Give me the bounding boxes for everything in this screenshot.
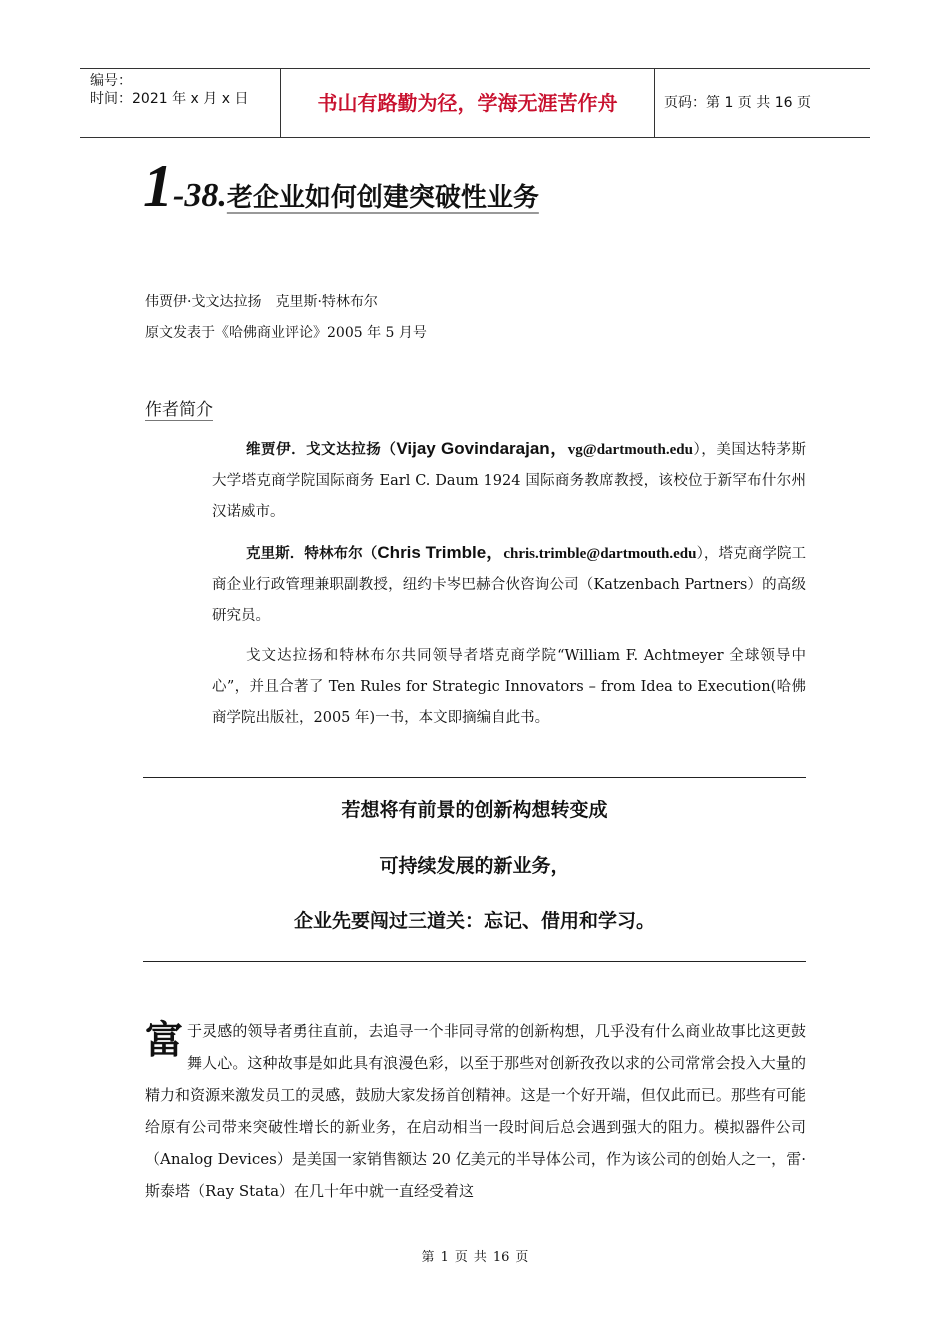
page-header <box>80 68 870 138</box>
body-text <box>145 1015 806 1207</box>
pullquote-line-3: 企业先要闯过三道关：忘记、借用和学习。 <box>293 910 655 932</box>
title-text: 老企业如何创建突破性业务 <box>226 183 539 213</box>
author-1-name: 维贾伊．戈文达拉扬（ <box>246 441 397 458</box>
dropcap: 富 <box>145 1017 184 1062</box>
footer-gong: 共 <box>473 1250 487 1265</box>
title-prefix-big: 1 <box>143 153 173 219</box>
footer-page-number: 1 <box>440 1250 449 1265</box>
title-prefix-number: -38. <box>173 177 227 214</box>
author-2-name: 克里斯．特林布尔（ <box>246 545 378 562</box>
footer-ye: 页 <box>454 1250 468 1265</box>
author-2-english-name: Chris Trimble， <box>377 543 504 562</box>
header-meta <box>80 69 280 137</box>
document-title <box>143 152 539 221</box>
authors-joint-note <box>212 641 806 734</box>
pullquote-bottom-rule <box>143 961 806 962</box>
author-1-email: vg@dartmouth.edu <box>567 442 693 458</box>
pullquote-top-rule <box>143 777 806 778</box>
author-bio-2 <box>212 537 806 632</box>
author-bio-1 <box>212 433 806 528</box>
joint-note-text: 戈文达拉扬和特林布尔共同领导者塔克商学院“William F. Achtmeyer 全球领导中心”，并且合著了 Ten Rules for Strategic Innovators – from Idea to Execution(哈佛商学院出版社，2005 年)一书，本文即摘编自此书。 <box>212 648 806 726</box>
body-paragraph: 于灵感的领导者勇往直前，去追寻一个非同寻常的创新构想，几乎没有什么商业故事比这更鼓舞人心。这种故事是如此具有浪漫色彩，以至于那些对创新孜孜以求的公司常常会投入大量的精力和资源来激发员工的灵感，鼓励大家发扬首创精神。这是一个好开端，但仅此而已。那些有可能给原有公司带来突破性增长的新业务，在启动相当一段时间后总会遇到强大的阻力。模拟器件公司（Analog Devices）是美国一家销售额达 20 亿美元的半导体公司，作为该公司的创始人之一，雷·斯泰塔（Ray Stata）在几十年中就一直经受着这 <box>145 1022 806 1200</box>
document-date: 时间：2021 年 x 月 x 日 <box>90 91 249 107</box>
header-page-info: 页码：第 1 页 共 16 页 <box>664 95 811 111</box>
authors-line: 伟贾伊·戈文达拉扬 克里斯·特林布尔 <box>145 294 378 310</box>
footer-ye-2: 页 <box>515 1250 529 1265</box>
footer-di: 第 <box>421 1250 435 1265</box>
author-2-description: ），塔克商学院工商企业行政管理兼职副教授，纽约卡岑巴赫合伙咨询公司（Katzenbach Partners）的高级研究员。 <box>212 546 807 624</box>
author-1-english-name: Vijay Govindarajan， <box>396 439 568 458</box>
page-footer <box>0 1246 950 1265</box>
pullquote-line-1: 若想将有前景的创新构想转变成 <box>341 799 608 821</box>
footer-total-pages: 16 <box>492 1250 510 1265</box>
header-motto: 书山有路勤为径，学海无涯苦作舟 <box>280 69 655 137</box>
document-number-label: 编号： <box>90 73 132 89</box>
section-heading-about: 作者简介 <box>145 400 213 420</box>
author-1-description: ），美国达特茅斯大学塔克商学院国际商务 Earl C. Daum 1924 国际商务教席教授，该校位于新罕布什尔州汉诺威市。 <box>212 442 807 520</box>
pullquote-line-2: 可持续发展的新业务， <box>379 855 570 877</box>
author-2-email: chris.trimble@dartmouth.edu <box>503 546 697 562</box>
source-line: 原文发表于《哈佛商业评论》2005 年 5 月号 <box>145 325 427 341</box>
